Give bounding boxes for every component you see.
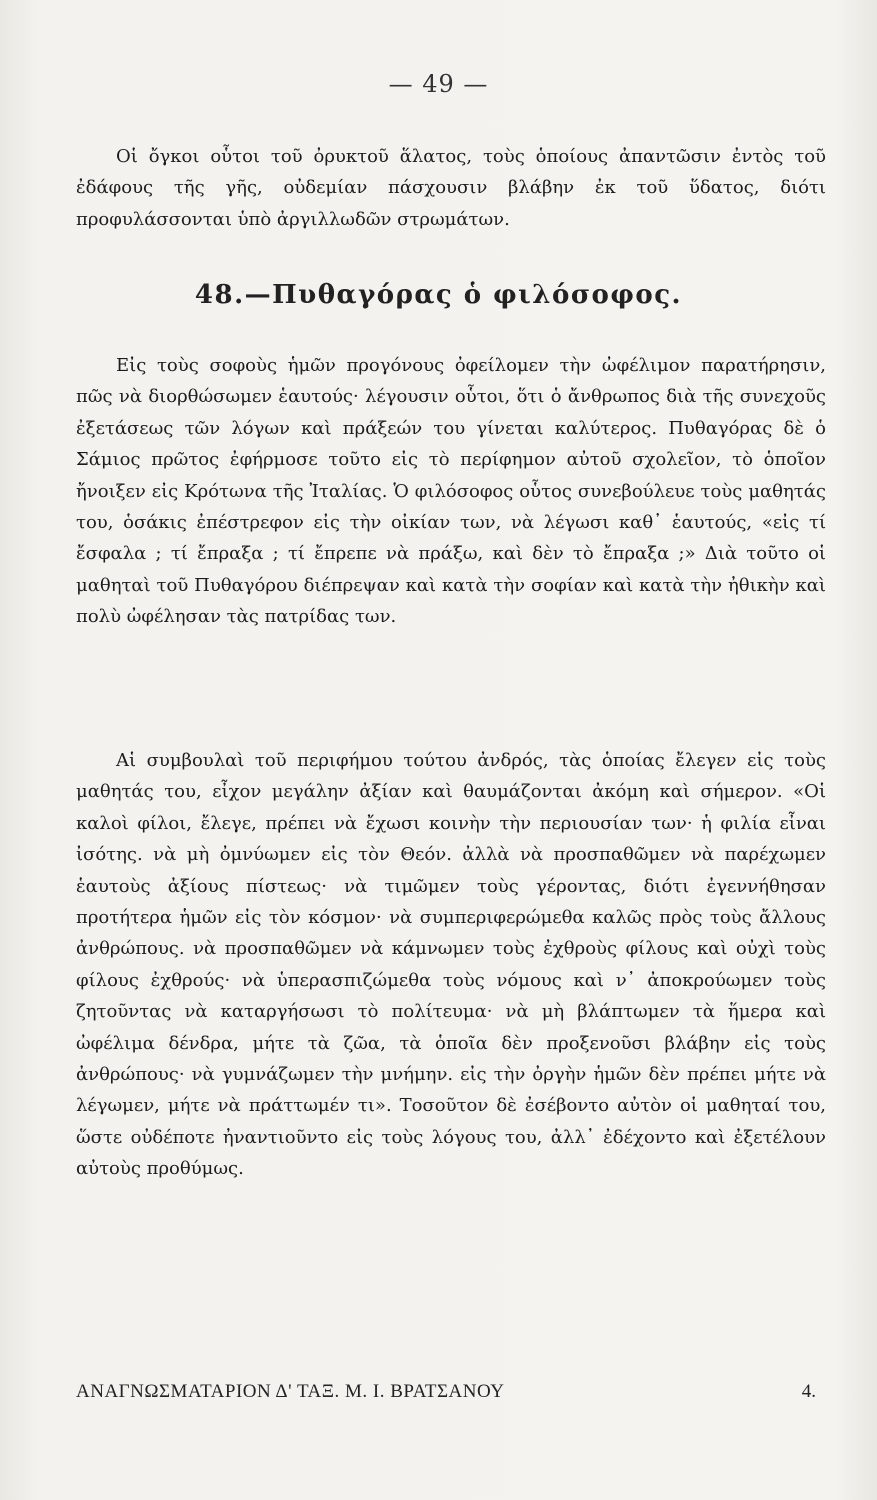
footer-book-title: ΑΝΑΓΝΩΣΜΑΤΑΡΙΟΝ Δ' ΤΑΞ. Μ. Ι. ΒΡΑΤΣΑΝΟΥ <box>76 1381 505 1402</box>
page-number: — 49 — <box>388 70 489 98</box>
footer-signature-mark: 4. <box>801 1381 816 1402</box>
paragraph-pythagoras-advice: Αἱ συμβουλαὶ τοῦ περιφήμου τούτου ἀνδρός, τὰς ὁποίας ἔλεγεν εἰς τοὺς μαθητάς του, εἶχον μεγάλην ἀξίαν καὶ θαυμάζονται ἀκόμη καὶ σήμερον. «Οἱ καλοὶ φίλοι, ἔλεγε, πρέπει νὰ ἔχωσι κοινὴν τὴν περιουσίαν των· ἡ φιλία εἶναι ἰσότης. νὰ μὴ ὀμνύωμεν εἰς τὸν Θεόν. ἀλλὰ νὰ προσπαθῶμεν νὰ παρέχωμεν ἑαυτοὺς ἀξίους πίστεως· νὰ τιμῶμεν τοὺς γέροντας, διότι ἐγεννήθησαν προτήτερα ἡμῶν εἰς τὸν κόσμον· νὰ συμπεριφερώμεθα καλῶς πρὸς τοὺς ἄλλους ἀνθρώπους. νὰ προσπαθῶμεν νὰ κάμνωμεν τοὺς ἐχθροὺς φίλους καὶ οὐχὶ τοὺς φίλους ἐχθρούς· νὰ ὑπερασπιζώμεθα τοὺς νόμους καὶ ν᾿ ἀποκρούωμεν τοὺς ζητοῦντας νὰ καταργήσωσι τὸ πολίτευμα· νὰ μὴ βλάπτωμεν τὰ ἥμερα καὶ ὠφέλιμα δένδρα, μήτε τὰ ζῶα, τὰ ὁποῖα δὲν προξενοῦσι βλάβην εἰς τοὺς ἀνθρώπους· νὰ γυμνάζωμεν τὴν μνήμην. εἰς τὴν ὀργὴν ἡμῶν δὲν πρέπει μήτε νὰ λέγωμεν, μήτε νὰ πράττωμέν τι». Τοσοῦτον δὲ ἐσέβοντο αὐτὸν οἱ μαθηταί του, ὥστε οὐδέποτε ἠναντιοῦντο εἰς τοὺς λόγους του, ἀλλ᾿ ἐδέχοντο καὶ ἐξετέλουν αὐτοὺς προθύμως. <box>76 750 826 1180</box>
page-footer <box>76 1381 816 1403</box>
opening-paragraph: Οἱ ὄγκοι οὗτοι τοῦ ὀρυκτοῦ ἅλατος, τοὺς ὁποίους ἀπαντῶσιν ἐντὸς τοῦ ἐδάφους τῆς γῆς, οὐδεμίαν πάσχουσιν βλάβην ἐκ τοῦ ὕδατος, διότι προφυλάσσονται ὑπὸ ἀργιλλωδῶν στρωμάτων. <box>76 146 826 230</box>
section-heading: 48.—Πυθαγόρας ὁ φιλόσοφος. <box>194 280 683 310</box>
paragraph-pythagoras-intro: Εἰς τοὺς σοφοὺς ἡμῶν προγόνους ὀφείλομεν τὴν ὠφέλιμον παρατήρησιν, πῶς νὰ διορθώσωμεν ἑαυτούς· λέγουσιν οὗτοι, ὅτι ὁ ἄνθρωπος διὰ τῆς συνεχοῦς ἐξετάσεως τῶν λόγων καὶ πράξεών του γίνεται καλύτερος. Πυθαγόρας δὲ ὁ Σάμιος πρῶτος ἐφήρμοσε τοῦτο εἰς τὸ περίφημον αὐτοῦ σχολεῖον, τὸ ὁποῖον ἤνοιξεν εἰς Κρότωνα τῆς Ἰταλίας. Ὁ φιλόσοφος οὗτος συνεβούλευε τοὺς μαθητάς του, ὁσάκις ἐπέστρεφον εἰς τὴν οἰκίαν των, νὰ λέγωσι καθ᾿ ἑαυτούς, «εἰς τί ἔσφαλα ; τί ἔπραξα ; τί ἔπρεπε νὰ πράξω, καὶ δὲν τὸ ἔπραξα ;» Διὰ τοῦτο οἱ μαθηταὶ τοῦ Πυθαγόρου διέπρεψαν καὶ κατὰ τὴν σοφίαν καὶ κατὰ τὴν ἠθικὴν καὶ πολὺ ὠφέλησαν τὰς πατρίδας των. <box>76 355 826 628</box>
